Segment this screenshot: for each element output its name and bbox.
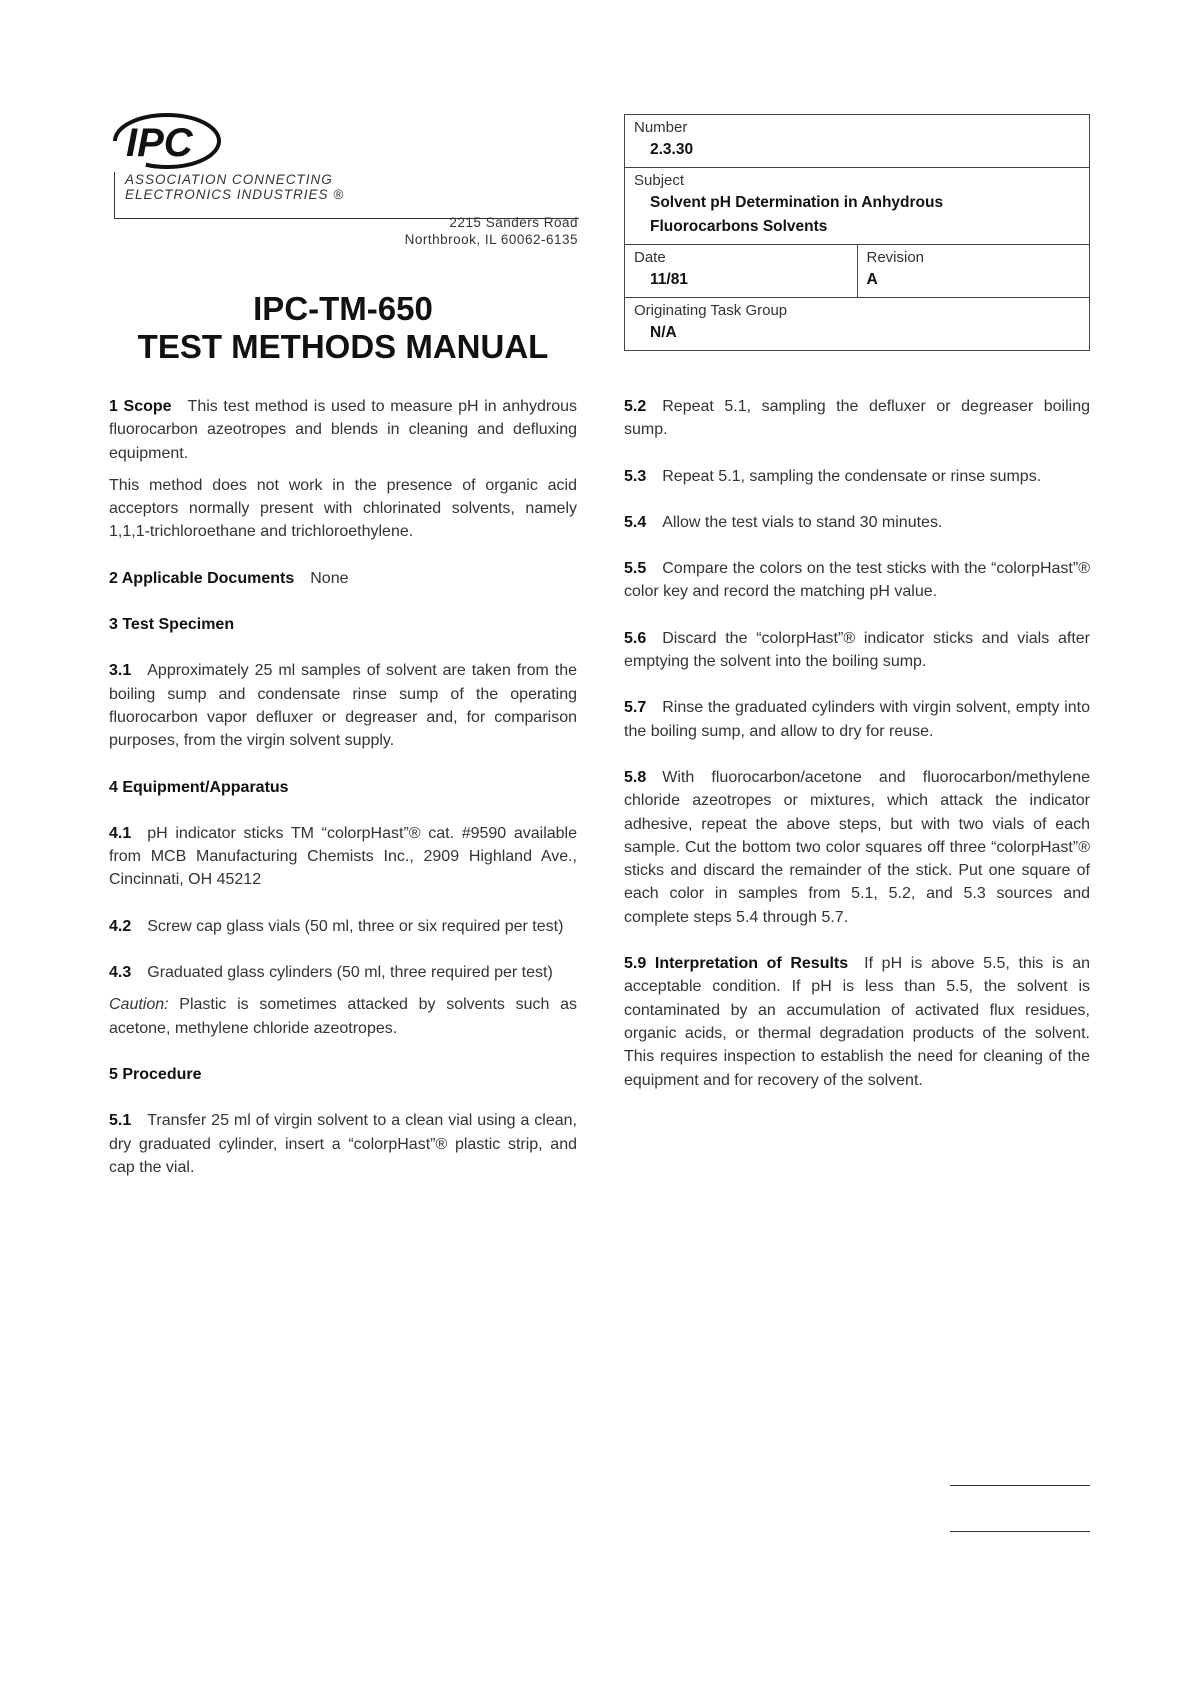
manual-title bbox=[109, 290, 577, 366]
section-number: Caution: bbox=[109, 996, 169, 1014]
right-column bbox=[624, 395, 1090, 1115]
address-line: 2215 Sanders Road bbox=[449, 215, 578, 230]
section-text: This method does not work in the presence of organic acid acceptors normally present with chlorinated solvents, namely 1,1,1-trichloroethane and trichloroethylene. bbox=[109, 476, 577, 541]
section-number: 5.1 bbox=[109, 1112, 132, 1130]
section-text: Repeat 5.1, sampling the condensate or rinse sumps. bbox=[662, 467, 1042, 485]
section-paragraph bbox=[109, 567, 577, 590]
title-line: IPC-TM-650 bbox=[253, 290, 433, 327]
section-number: 4.2 bbox=[109, 917, 132, 935]
section-number: 4.3 bbox=[109, 964, 132, 982]
section-paragraph bbox=[624, 766, 1090, 929]
revision-cell bbox=[857, 245, 1090, 298]
section-number: 3.1 bbox=[109, 662, 132, 680]
section-text: Approximately 25 ml samples of solvent are taken from the boiling sump and condensate rinse sump of the operating fluorocarbon vapor defluxer or degreaser and, for comparison purposes, from the virgin solvent supply. bbox=[109, 662, 577, 750]
tagline-line: ELECTRONICS INDUSTRIES ® bbox=[125, 187, 345, 202]
section-paragraph bbox=[624, 465, 1090, 488]
section-text: Plastic is sometimes attacked by solvents such as acetone, methylene chloride azeotropes. bbox=[109, 996, 577, 1037]
revision-value: A bbox=[866, 271, 878, 288]
task-group-cell bbox=[625, 298, 1090, 351]
section-paragraph bbox=[109, 1063, 577, 1086]
section-number: 4.1 bbox=[109, 824, 132, 842]
section-paragraph bbox=[109, 822, 577, 892]
section-text: Compare the colors on the test sticks with the “colorpHast”® color key and record the matching pH value. bbox=[624, 560, 1090, 601]
subject-value: Fluorocarbons Solvents bbox=[650, 218, 828, 235]
section-number: 2 Applicable Documents bbox=[109, 569, 295, 587]
section-paragraph bbox=[109, 961, 577, 984]
tagline-line: ASSOCIATION CONNECTING bbox=[125, 172, 333, 187]
section-text: Transfer 25 ml of virgin solvent to a clean vial using a clean, dry graduated cylinder, insert a “colorpHast”® plastic strip, and cap the vial. bbox=[109, 1112, 577, 1176]
section-text: Discard the “colorpHast”® indicator sticks and vials after emptying the solvent into the boiling sump. bbox=[624, 629, 1090, 671]
section-text: Rinse the graduated cylinders with virgin solvent, empty into the boiling sump, and allow to dry for reuse. bbox=[624, 699, 1090, 740]
section-paragraph bbox=[109, 613, 577, 636]
ipc-logo bbox=[112, 112, 222, 170]
section-number: 5.7 bbox=[624, 699, 647, 717]
section-paragraph bbox=[109, 395, 577, 465]
title-line: TEST METHODS MANUAL bbox=[137, 328, 549, 365]
section-text: Repeat 5.1, sampling the defluxer or degreaser boiling sump. bbox=[624, 398, 1090, 439]
svg-text:IPC: IPC bbox=[126, 121, 193, 165]
section-paragraph bbox=[624, 511, 1090, 534]
section-number: 1 Scope bbox=[109, 398, 172, 415]
task-group-value: N/A bbox=[650, 324, 677, 341]
subject-label: Subject bbox=[634, 172, 685, 189]
section-text: With fluorocarbon/acetone and fluorocarbon/methylene chloride azeotropes or mixtures, which attack the indicator adhesive, repeat the above steps, but with two vials of each sample. Cut the bottom two color squares off three “colorpHast”® sticks and discard the remainder of the stick. Put one square of each color in samples from 5.1, 5.2, and 5.3 sources and complete steps 5.4 through 5.7. bbox=[624, 768, 1090, 926]
section-number: 5.6 bbox=[624, 629, 647, 647]
number-label: Number bbox=[634, 119, 688, 136]
section-number: 5.8 bbox=[624, 768, 647, 786]
section-text: Allow the test vials to stand 30 minutes. bbox=[662, 513, 943, 531]
section-text: If pH is above 5.5, this is an acceptable condition. If pH is less than 5.5, the solvent is contaminated by an accumulation of activated flux residues, organic acids, or thermal degradation products of the solvent. This requires inspection to establish the need for cleaning of the equipment and for recovery of the solvent. bbox=[624, 955, 1091, 1089]
date-cell bbox=[625, 245, 858, 298]
section-number: 5.9 Interpretation of Results bbox=[624, 955, 849, 973]
section-text: Screw cap glass vials (50 ml, three or six required per test) bbox=[147, 917, 564, 935]
section-text: Graduated glass cylinders (50 ml, three required per test) bbox=[147, 964, 553, 982]
footer-rule bbox=[950, 1485, 1090, 1486]
section-paragraph bbox=[109, 993, 577, 1040]
revision-label: Revision bbox=[866, 249, 925, 266]
section-text: None bbox=[310, 569, 349, 587]
section-number: 3 Test Specimen bbox=[109, 616, 235, 634]
section-paragraph bbox=[109, 474, 577, 544]
section-number: 5.4 bbox=[624, 513, 647, 531]
section-paragraph bbox=[624, 395, 1090, 442]
address bbox=[300, 214, 578, 248]
address-line: Northbrook, IL 60062-6135 bbox=[404, 232, 578, 247]
section-paragraph bbox=[624, 627, 1090, 674]
number-cell bbox=[625, 115, 1090, 168]
section-paragraph bbox=[624, 696, 1090, 743]
section-number: 5 Procedure bbox=[109, 1065, 202, 1083]
section-number: 5.5 bbox=[624, 560, 647, 578]
section-paragraph bbox=[109, 1109, 577, 1179]
association-tagline bbox=[114, 172, 579, 219]
section-number: 4 Equipment/Apparatus bbox=[109, 778, 289, 796]
date-label: Date bbox=[634, 249, 666, 266]
document-info-table bbox=[624, 114, 1090, 351]
section-text: pH indicator sticks TM “colorpHast”® cat. #9590 available from MCB Manufacturing Chemists Inc., 2909 Highland Ave., Cincinnati, OH 45212 bbox=[109, 824, 577, 889]
section-number: 5.3 bbox=[624, 467, 647, 485]
section-paragraph bbox=[624, 952, 1090, 1092]
section-paragraph bbox=[624, 557, 1090, 604]
section-text: This test method is used to measure pH in anhydrous fluorocarbon azeotropes and blends in cleaning and defluxing equipment. bbox=[109, 398, 578, 462]
section-paragraph bbox=[109, 659, 577, 752]
date-value: 11/81 bbox=[650, 271, 688, 288]
section-paragraph bbox=[109, 776, 577, 799]
left-column bbox=[109, 395, 577, 1202]
number-value: 2.3.30 bbox=[650, 141, 694, 158]
footer-rule bbox=[950, 1531, 1090, 1532]
subject-cell bbox=[625, 168, 1090, 245]
subject-value: Solvent pH Determination in Anhydrous bbox=[650, 194, 944, 211]
section-paragraph bbox=[109, 915, 577, 938]
section-number: 5.2 bbox=[624, 398, 647, 415]
task-group-label: Originating Task Group bbox=[634, 302, 788, 319]
